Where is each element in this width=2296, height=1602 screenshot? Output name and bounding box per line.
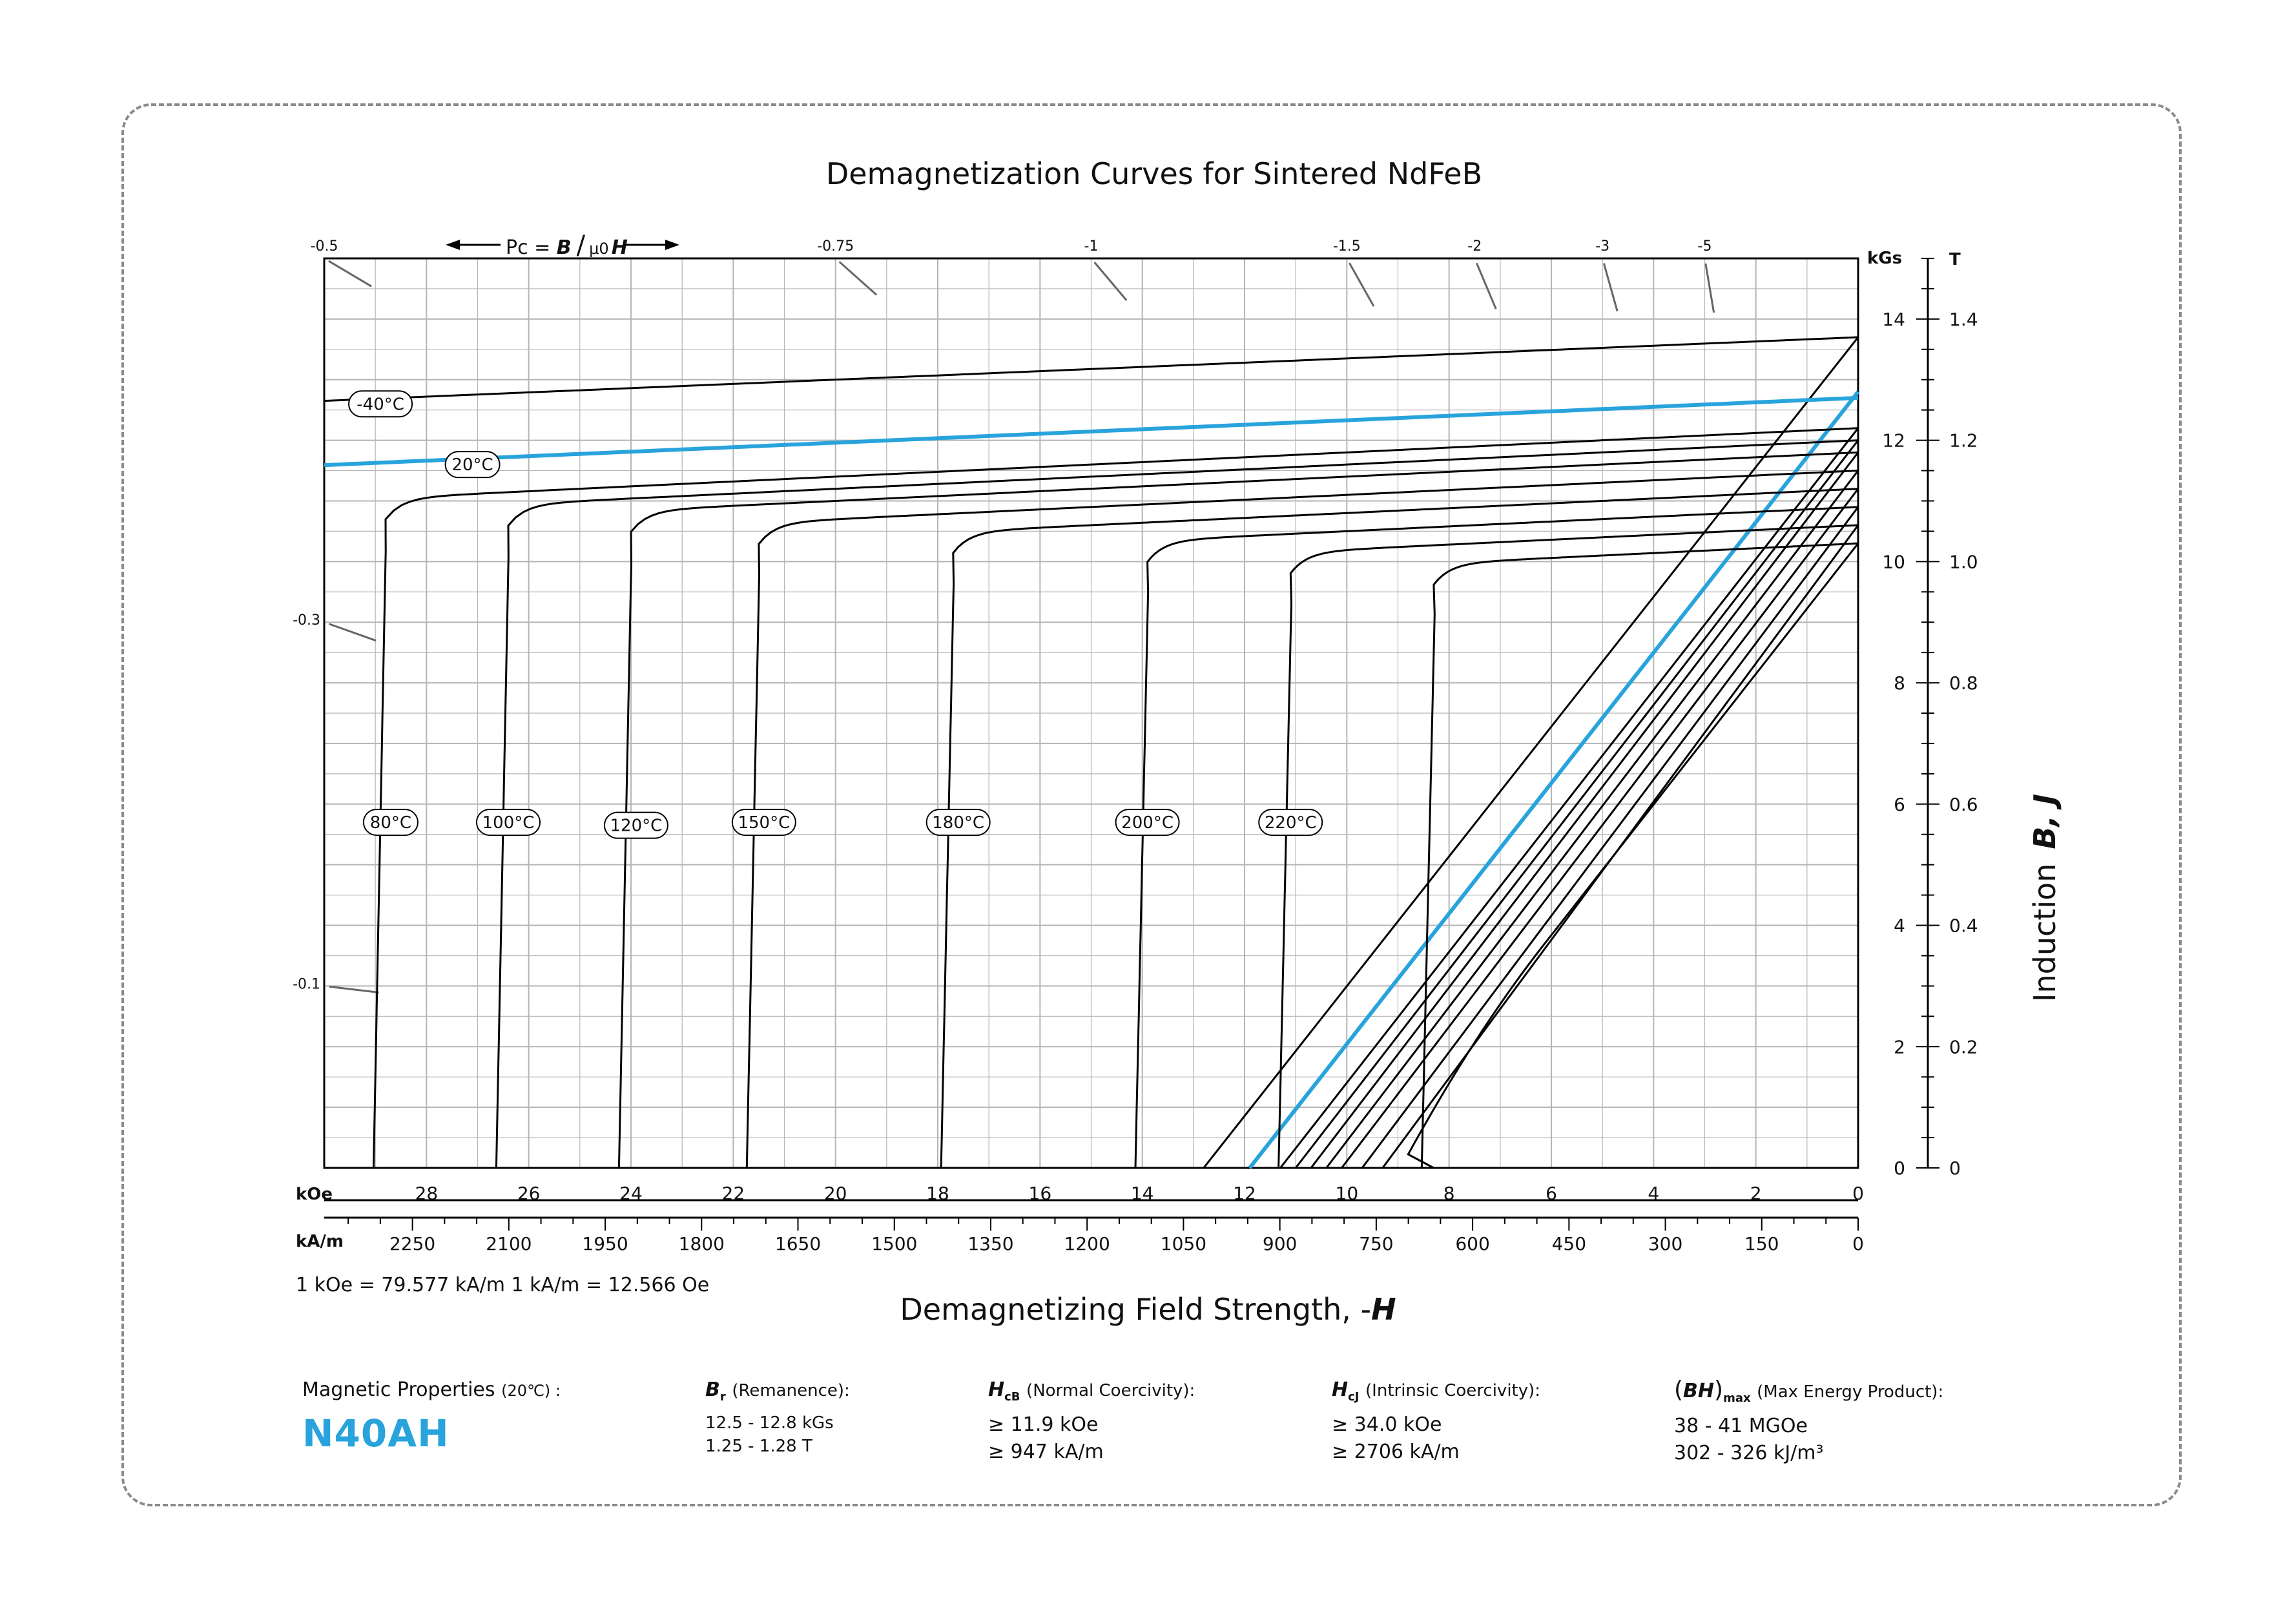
temp-label: 150°C [738, 813, 791, 833]
bhmax-sub: max [1723, 1391, 1751, 1405]
x-tick-kam: 300 [1648, 1233, 1683, 1254]
x-tick-kam: 150 [1744, 1233, 1779, 1254]
y-tick-t: 0.6 [1949, 793, 1978, 815]
pc-mark-label: -0.5 [310, 238, 338, 255]
svg-text:Pc = B/μ0H [506, 231, 628, 260]
temp-label: -40°C [357, 395, 404, 415]
j-curve [1422, 543, 1858, 1168]
x-tick-koe: 24 [619, 1183, 643, 1204]
pc-mark [1706, 264, 1714, 313]
pc-label-h: H [611, 236, 628, 259]
x-tick-koe: 8 [1443, 1183, 1455, 1204]
grade-name: N40AH [302, 1411, 450, 1455]
j-curve [619, 452, 1858, 1168]
x-tick-kam: 600 [1455, 1233, 1490, 1254]
x-unit-kam: kA/m [296, 1232, 344, 1251]
x-tick-koe: 18 [926, 1183, 949, 1204]
x-tick-koe: 26 [517, 1183, 541, 1204]
pc-mark [1095, 262, 1127, 300]
pc-mark-label: -2 [1467, 238, 1482, 255]
br-symbol: B [705, 1378, 720, 1401]
x-unit-koe: kOe [296, 1185, 333, 1204]
br-value-1: 12.5 - 12.8 kGs [705, 1413, 834, 1433]
hcj-name: (Intrinsic Coercivity): [1365, 1381, 1541, 1400]
pc-label-prefix: Pc = [506, 236, 557, 259]
pc-mark [1604, 264, 1617, 311]
pc-mark [840, 262, 877, 295]
b-curve [1327, 471, 1858, 1168]
x-tick-kam: 2100 [486, 1233, 532, 1254]
x-tick-koe: 16 [1028, 1183, 1052, 1204]
x-axis-title [0, 1292, 2296, 1327]
y-tick-t: 0 [1949, 1158, 1961, 1179]
x-tick-kam: 0 [1852, 1233, 1864, 1254]
y-tick-kgs: 8 [1894, 672, 1905, 694]
hcb-symbol: H [988, 1378, 1005, 1401]
hcj-value-1: ≥ 34.0 kOe [1332, 1413, 1442, 1436]
x-tick-koe: 2 [1750, 1183, 1762, 1204]
hcb-sub: cB [1004, 1390, 1020, 1404]
temp-label: 100°C [482, 813, 535, 833]
b-curve [1250, 392, 1858, 1168]
x-tick-kam: 1350 [967, 1233, 1014, 1254]
y-tick-kgs: 0 [1894, 1158, 1905, 1179]
b-curves [1204, 337, 1858, 1168]
pc-mark [329, 624, 377, 641]
bhmax-value-2: 302 - 326 kJ/m³ [1674, 1442, 1824, 1464]
y-tick-t: 0.2 [1949, 1036, 1978, 1058]
br-value-2: 1.25 - 1.28 T [705, 1437, 812, 1456]
x-tick-koe: 22 [721, 1183, 745, 1204]
b-curve [1362, 507, 1858, 1168]
pc-mark-label: -5 [1697, 238, 1712, 255]
pc-mark-label: -1.5 [1332, 238, 1361, 255]
temp-label: 200°C [1121, 813, 1174, 833]
property-hcb [988, 1376, 1195, 1466]
bhmax-symbol: BH [1683, 1380, 1715, 1402]
j-curve [1135, 507, 1858, 1168]
y-tick-t: 0.8 [1949, 672, 1978, 694]
y-tick-t: 1.4 [1949, 308, 1978, 330]
y-axis-title [2027, 794, 2062, 1002]
y-tick-t: 0.4 [1949, 915, 1978, 937]
x-tick-koe: 14 [1130, 1183, 1154, 1204]
hcj-symbol: H [1332, 1378, 1349, 1401]
pc-mark [1476, 263, 1496, 309]
x-tick-kam: 2250 [389, 1233, 436, 1254]
pc-mark-label: -3 [1595, 238, 1610, 255]
pc-mark [329, 986, 378, 992]
x-tick-kam: 1050 [1160, 1233, 1207, 1254]
y-tick-kgs: 12 [1882, 430, 1905, 452]
x-tick-kam: 1650 [774, 1233, 822, 1254]
y-tick-kgs: 6 [1894, 793, 1905, 815]
br-sub: r [719, 1390, 726, 1404]
y-tick-kgs: 10 [1882, 551, 1905, 573]
x-tick-kam: 1200 [1064, 1233, 1110, 1254]
bhmax-name: (Max Energy Product): [1757, 1382, 1944, 1402]
b-curve [1408, 543, 1858, 1168]
y-unit-kgs: kGs [1867, 249, 1903, 268]
x-tick-koe: 12 [1233, 1183, 1256, 1204]
chart-title: Demagnetization Curves for Sintered NdFeB [825, 156, 1483, 191]
pc-label [446, 231, 679, 260]
j-curve [941, 489, 1858, 1168]
property-hcj [1332, 1376, 1540, 1466]
y-axis-title-text: Induction [2027, 863, 2062, 1003]
temp-label: 120°C [610, 816, 663, 836]
y-tick-t: 1.0 [1949, 551, 1978, 573]
x-tick-koe: 20 [823, 1183, 847, 1204]
pc-label-mu: μ0 [589, 240, 609, 258]
x-tick-koe: 4 [1648, 1183, 1660, 1204]
y-unit-t: T [1949, 250, 1961, 269]
properties-heading: Magnetic Properties [302, 1378, 495, 1401]
pc-mark-label: -0.3 [293, 612, 320, 629]
y-tick-kgs: 4 [1894, 915, 1905, 937]
x-tick-koe: 6 [1546, 1183, 1557, 1204]
pc-mark-label: -1 [1084, 238, 1099, 255]
x-tick-kam: 1800 [678, 1233, 725, 1254]
pc-label-b: B [556, 236, 572, 259]
b-curve [1341, 489, 1858, 1168]
x-tick-kam: 900 [1262, 1233, 1298, 1254]
grid [324, 258, 1858, 1168]
properties-heading-block [302, 1376, 561, 1405]
hcb-name: (Normal Coercivity): [1026, 1381, 1195, 1400]
temp-label: 20°C [451, 455, 493, 475]
temp-label: 220°C [1264, 813, 1317, 833]
b-curve [1311, 452, 1858, 1168]
pc-mark [1349, 263, 1374, 306]
y-tick-kgs: 2 [1894, 1036, 1905, 1058]
x-axis-title-text: Demagnetizing Field Strength, - [900, 1292, 1372, 1327]
br-name: (Remanence): [732, 1381, 850, 1400]
temp-label: 80°C [369, 813, 412, 833]
b-curve [1204, 337, 1858, 1168]
pc-label-slash: / [576, 231, 586, 260]
property-br [705, 1376, 850, 1458]
conversion-note: 1 kOe = 79.577 kA/m 1 kA/m = 12.566 Oe [296, 1274, 710, 1296]
bhmax-value-1: 38 - 41 MGOe [1674, 1415, 1808, 1437]
j-curve [373, 428, 1858, 1168]
hcj-sub: cJ [1348, 1390, 1360, 1404]
x-tick-koe: 10 [1335, 1183, 1359, 1204]
y-tick-t: 1.2 [1949, 430, 1978, 452]
property-bhmax: $(BH)_{max}$ (Max Energy Product): 38 - 41 MGOe 302 - 326 kJ/m³ [1674, 1376, 1943, 1467]
x-tick-kam: 750 [1359, 1233, 1394, 1254]
x-tick-kam: 1500 [871, 1233, 918, 1254]
temp-label: 180°C [932, 813, 985, 833]
y-axis-title-symbols: B, J [2027, 793, 2062, 849]
hcj-value-2: ≥ 2706 kA/m [1332, 1441, 1460, 1463]
pc-mark-label: -0.75 [817, 238, 854, 255]
pc-mark [329, 261, 371, 286]
hcb-value-2: ≥ 947 kA/m [988, 1441, 1104, 1463]
x-tick-koe: 28 [415, 1183, 439, 1204]
pc-mark-label: -0.1 [293, 976, 320, 993]
y-tick-kgs: 14 [1882, 308, 1905, 330]
x-tick-kam: 1950 [582, 1233, 628, 1254]
x-tick-kam: 450 [1551, 1233, 1587, 1254]
x-axis-title-symbol: H [1371, 1292, 1396, 1327]
hcb-value-1: ≥ 11.9 kOe [988, 1413, 1099, 1436]
x-tick-koe: 0 [1852, 1183, 1864, 1204]
properties-heading-temp: (20℃) : [501, 1382, 561, 1400]
